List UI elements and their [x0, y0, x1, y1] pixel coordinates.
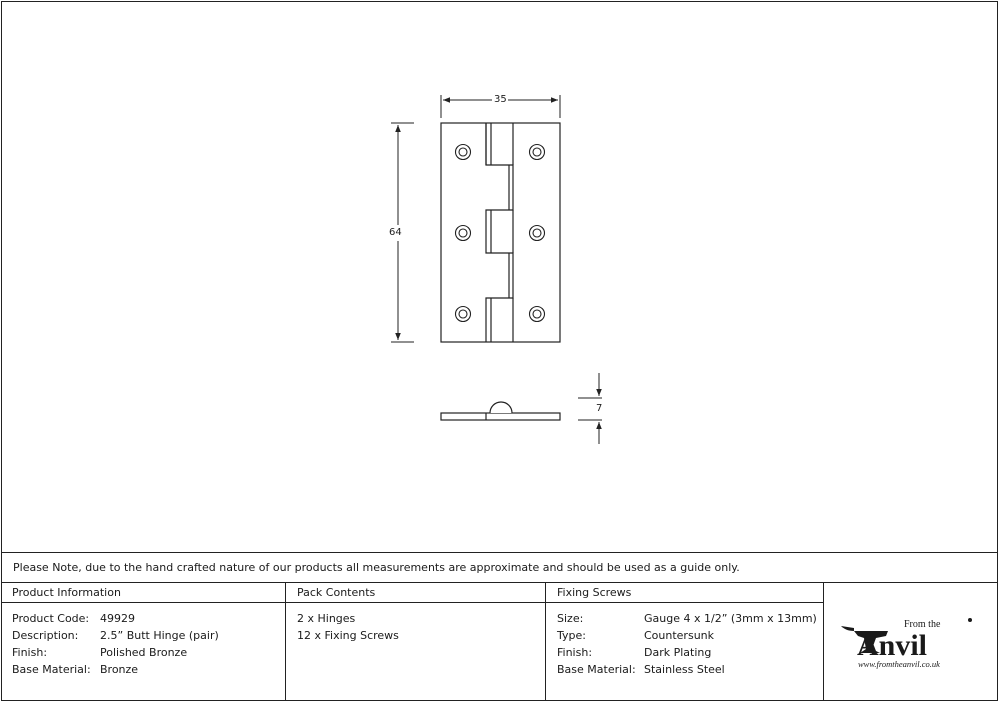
screw-hole	[530, 145, 545, 160]
field-value: 49929	[100, 612, 135, 625]
pack-item-row: 2 x Hinges	[297, 612, 356, 625]
anvil-logo-svg	[824, 583, 999, 701]
pack-contents-heading: Pack Contents	[297, 586, 376, 599]
measurement-note: Please Note, due to the hand crafted nature of our products all measurements are approximate and should be used as a guide only.	[13, 561, 740, 574]
field-label: Type:	[557, 629, 586, 642]
fixing-screws-panel	[546, 583, 824, 701]
product-information-heading: Product Information	[12, 586, 121, 599]
panel-divider	[286, 602, 545, 603]
pack-item-row: 12 x Fixing Screws	[297, 629, 399, 642]
screw-size-row	[557, 612, 817, 625]
description-row	[12, 629, 219, 642]
logo-from-the-text: From the	[904, 619, 941, 630]
field-value: Countersunk	[644, 629, 715, 642]
finish-row	[12, 646, 188, 659]
screw-hole	[456, 307, 471, 322]
screw-finish-row	[557, 646, 712, 659]
field-value: Bronze	[100, 663, 139, 676]
field-value: Gauge 4 x 1/2” (3mm x 13mm)	[644, 612, 817, 625]
measurement-note-bar	[1, 552, 998, 583]
knuckle-left-edge	[486, 123, 513, 342]
field-value: Stainless Steel	[644, 663, 725, 676]
panel-divider	[546, 602, 823, 603]
from-the-anvil-logo	[824, 583, 999, 701]
width-dimension-label: 35	[494, 94, 507, 105]
field-value: Polished Bronze	[100, 646, 188, 659]
logo-dot	[968, 618, 972, 622]
field-value: 2.5” Butt Hinge (pair)	[100, 629, 219, 642]
logo-url-text: www.fromtheanvil.co.uk	[858, 659, 940, 669]
field-label: Base Material:	[557, 663, 636, 676]
product-information-panel	[1, 583, 286, 701]
height-dimension-label: 64	[389, 227, 402, 238]
field-value: Dark Plating	[644, 646, 712, 659]
product-code-row	[12, 612, 135, 625]
logo-brand-text: Anvil	[857, 629, 928, 662]
screw-type-row	[557, 629, 715, 642]
screw-hole	[456, 145, 471, 160]
hinge-side-view	[441, 402, 560, 420]
panel-divider	[1, 602, 285, 603]
field-label: Finish:	[557, 646, 593, 659]
fixing-screws-heading: Fixing Screws	[557, 586, 632, 599]
screw-base-material-row	[557, 663, 725, 676]
field-label: Finish:	[12, 646, 48, 659]
screw-holes	[456, 145, 545, 322]
screw-hole	[456, 226, 471, 241]
field-label: Product Code:	[12, 612, 90, 625]
screw-hole	[530, 226, 545, 241]
pack-contents-panel	[286, 583, 546, 701]
base-material-row	[12, 663, 139, 676]
field-label: Base Material:	[12, 663, 91, 676]
field-label: Description:	[12, 629, 79, 642]
screw-hole	[530, 307, 545, 322]
thickness-dimension-label: 7	[596, 403, 603, 414]
field-label: Size:	[557, 612, 584, 625]
